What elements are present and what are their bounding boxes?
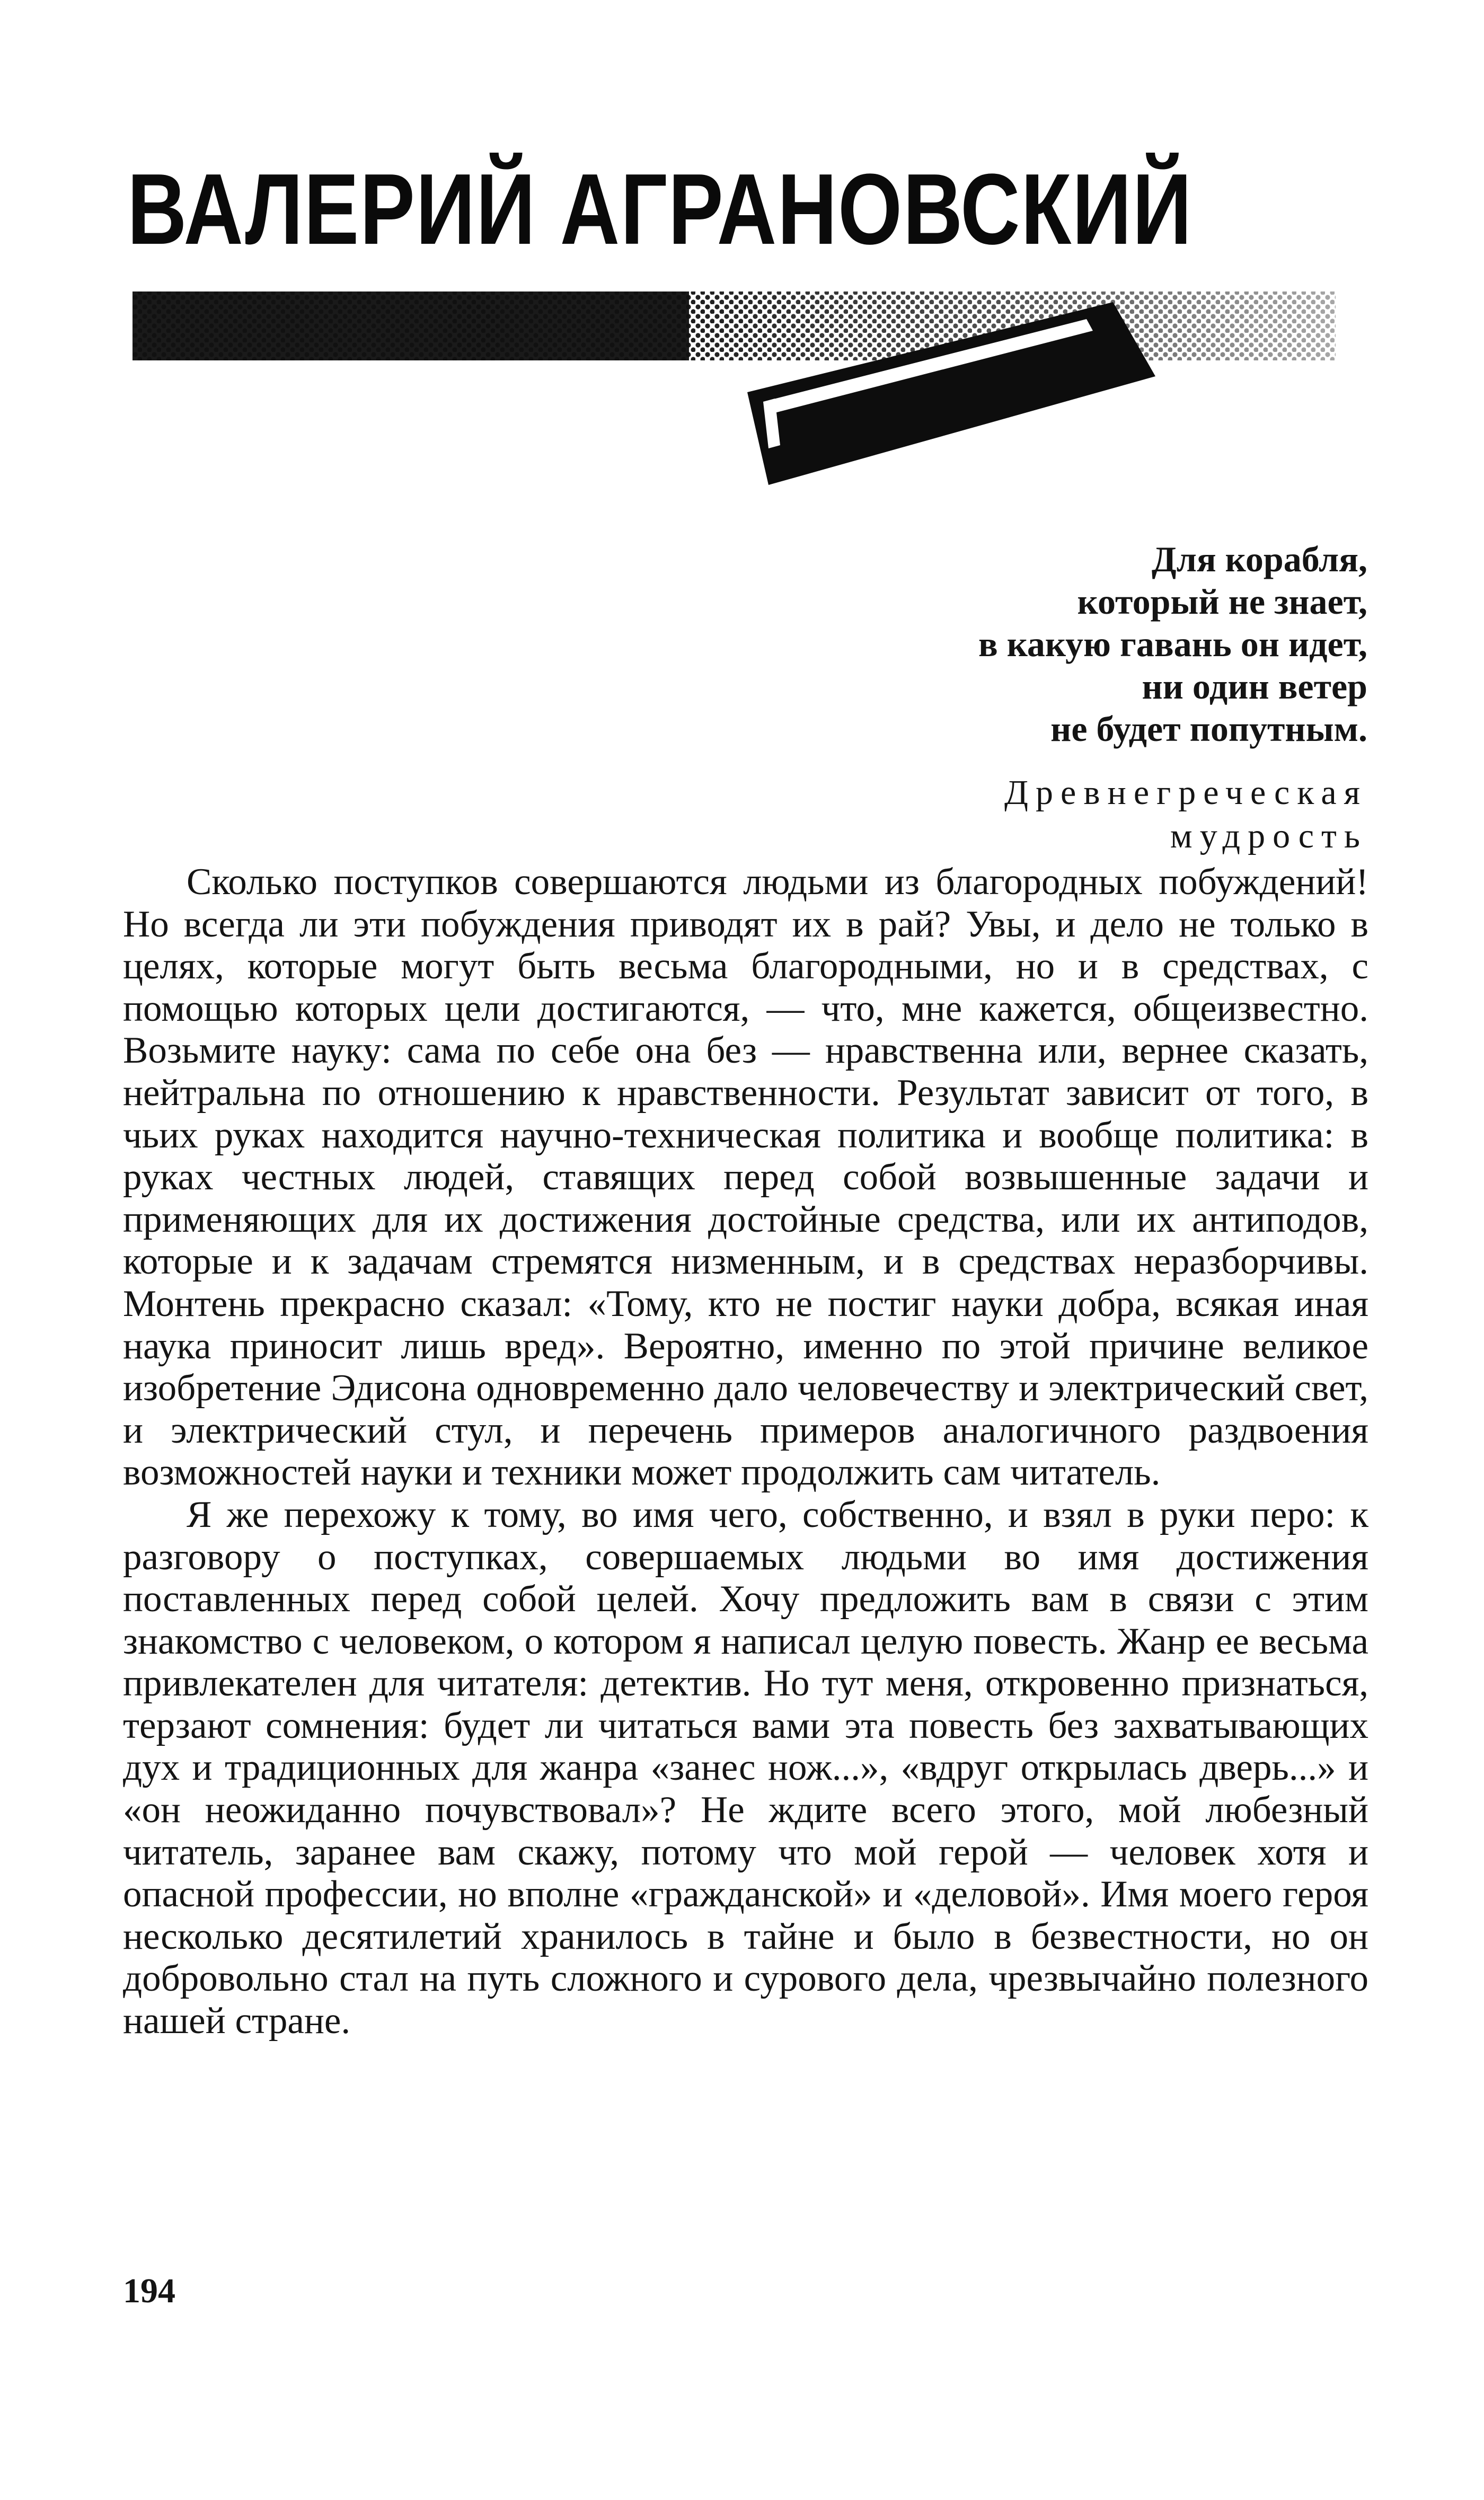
page-number: 194 bbox=[123, 2272, 175, 2310]
halftone-ornament bbox=[132, 276, 1352, 503]
author-title: ВАЛЕРИЙ АГРАНОВСКИЙ bbox=[127, 153, 1193, 266]
paragraph: Сколько поступков совершаются людьми из благородных побуждений! Но всегда ли эти побуждения приводят их в рай? Увы, и дело не только в целях, которые могут быть весьма благородными, но и в средствах, с помощью которых цели достигаются, — что, мне кажется, общеизвестно. Возьмите науку: сама по себе она без — нравственна или, вернее сказать, нейтральна по отношению к нравственности. Результат зависит от того, в чьих руках находится научно-техническая политика и вообще политика: в руках честных людей, ставящих перед собой возвышенные задачи и применяющих для их достижения достойные средства, или их антиподов, которые и к задачам стремятся низменным, и в средствах неразборчивы. Монтень прекрасно сказал: «Тому, кто не постиг науки добра, всякая иная наука приносит лишь вред». Вероятно, именно по этой причине великое изобретение Эдисона одновременно дало человечеству и электрический свет, и электрический стул, и перечень примеров аналогичного раздвоения возможностей науки и техники может продолжить сам читатель. bbox=[123, 861, 1368, 1494]
epigraph-attribution-line: Древнегреческая bbox=[1004, 773, 1367, 812]
paragraph: Я же перехожу к тому, во имя чего, собственно, и взял в руки перо: к разговору о поступках, совершаемых людьми во имя достижения поставленных перед собой целей. Хочу предложить вам в связи с этим знакомство с человеком, о котором я написал целую повесть. Жанр ее весьма привлекателен для читателя: детектив. Но тут меня, откровенно признаться, терзают сомнения: будет ли читаться вами эта повесть без захватывающих дух и традиционных для жанра «занес нож...», «вдруг открылась дверь...» и «он неожиданно почувствовал»? Не ждите всего этого, мой любезный читатель, заранее вам скажу, потому что мой герой — человек хотя и опасной профессии, но вполне «гражданской» и «деловой». Имя моего героя несколько десятилетий хранилось в тайне и было в безвестности, но он добровольно стал на путь сложного и сурового дела, чрезвычайно полезного нашей стране. bbox=[123, 1494, 1368, 2042]
epigraph-attribution-line: мудрость bbox=[1170, 817, 1367, 855]
epigraph-line: не будет попутным. bbox=[1050, 709, 1367, 749]
epigraph bbox=[795, 538, 1367, 858]
epigraph-line: в какую гавань он идет, bbox=[978, 624, 1367, 664]
epigraph-line: Для корабля, bbox=[1151, 539, 1367, 579]
epigraph-attribution bbox=[795, 771, 1367, 858]
epigraph-line: ни один ветер bbox=[1142, 666, 1367, 706]
epigraph-line: который не знает, bbox=[1077, 581, 1367, 622]
body-text bbox=[123, 861, 1368, 2043]
